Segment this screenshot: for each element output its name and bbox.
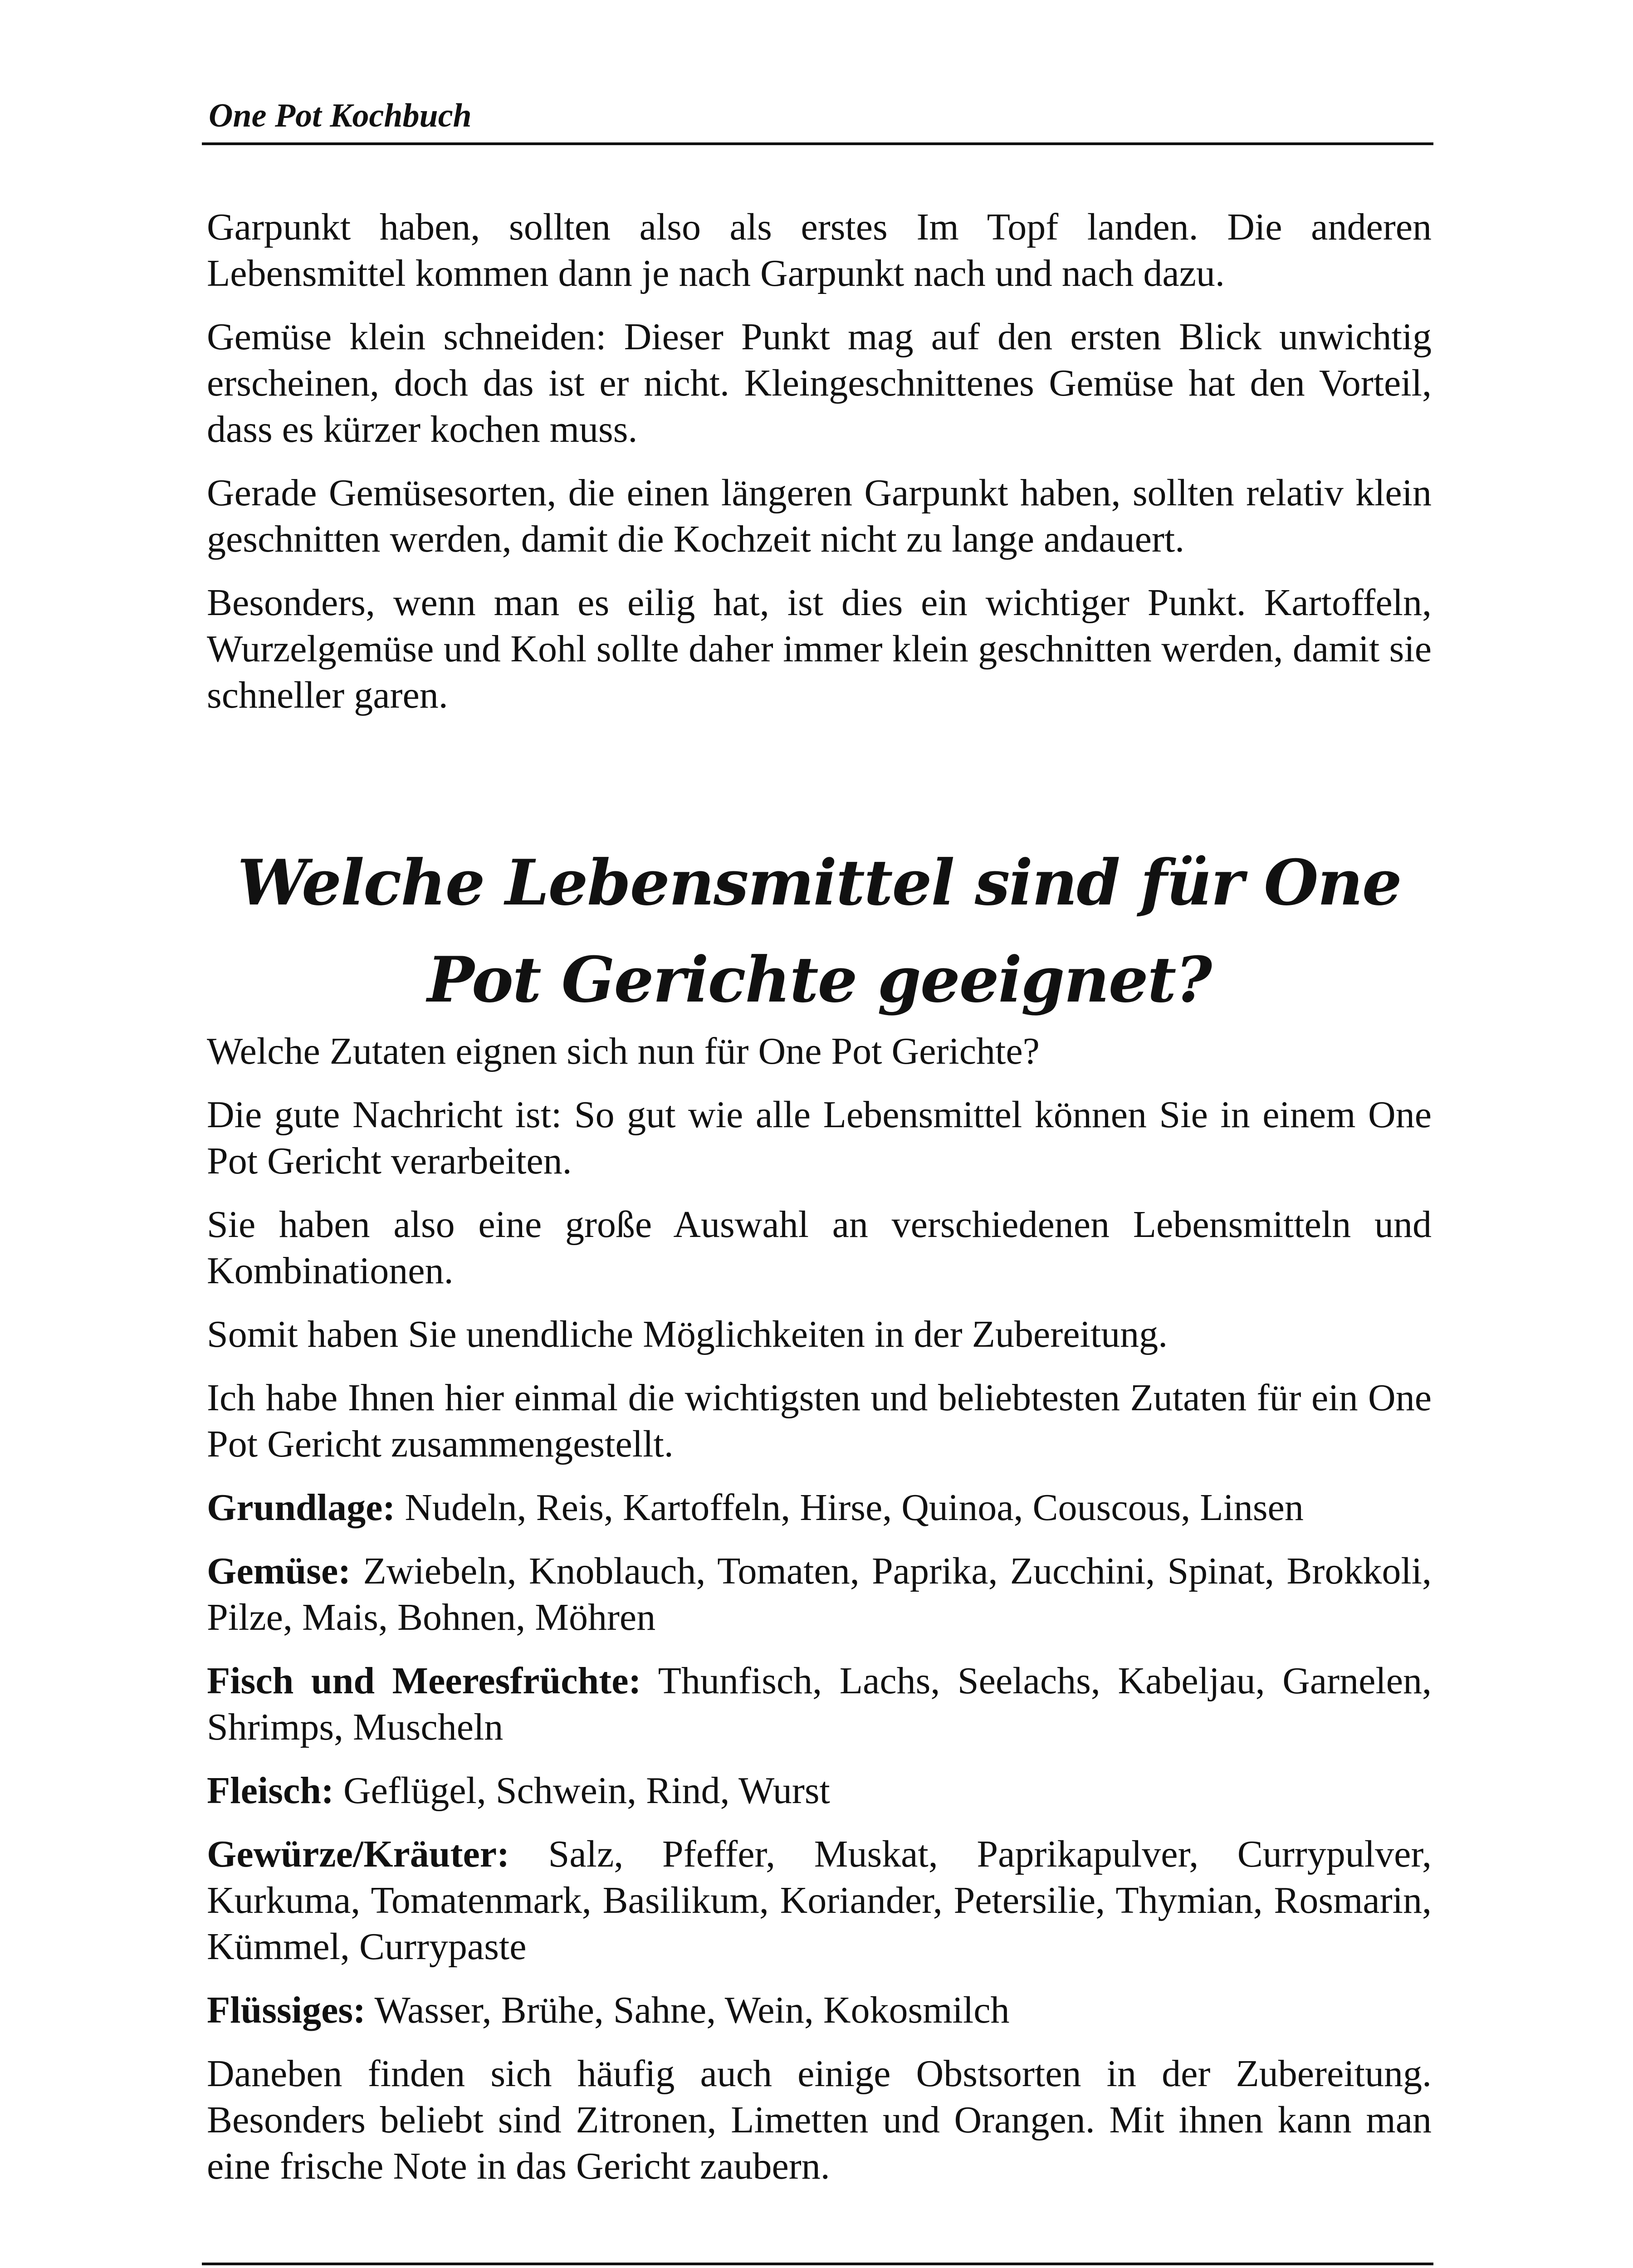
category-label: Grundlage: [207, 1486, 396, 1529]
category-label: Gewürze/Kräuter: [207, 1833, 510, 1875]
ingredient-category [207, 1548, 1432, 1641]
paragraph: Gemüse klein schneiden: Dieser Punkt mag auf den ersten Blick unwichtig erscheinen, doch das ist er nicht. Kleingeschnittenes Gemüse hat den Vorteil, dass es kürzer kochen muss. [207, 316, 1432, 450]
category-items: Geflügel, Schwein, Rind, Wurst [343, 1769, 830, 1812]
section-heading: Welche Lebensmittel sind für One Pot Gerichte geeignet? [237, 846, 1401, 1017]
ingredient-category [207, 1831, 1432, 1970]
book-title: One Pot Kochbuch [209, 97, 472, 134]
header-divider [202, 142, 1433, 145]
category-items: Nudeln, Reis, Kartoffeln, Hirse, Quinoa, Couscous, Linsen [405, 1486, 1304, 1529]
page-body [207, 204, 1432, 2190]
category-label: Flüssiges: [207, 1989, 366, 2031]
paragraph: Die gute Nachricht ist: So gut wie alle Lebensmittel können Sie in einem One Pot Gericht verarbeiten. [207, 1094, 1432, 1182]
category-items: Wasser, Brühe, Sahne, Wein, Kokosmilch [374, 1989, 1010, 2031]
category-items: Zwiebeln, Knoblauch, Tomaten, Paprika, Zucchini, Spinat, Brokkoli, Pilze, Mais, Bohnen, Möhren [207, 1550, 1432, 1638]
paragraph: Garpunkt haben, sollten also als erstes Im Topf landen. Die anderen Lebensmittel kommen dann je nach Garpunkt nach und nach dazu. [207, 206, 1432, 294]
category-label: Fleisch: [207, 1769, 334, 1812]
ingredient-category [207, 1987, 1432, 2033]
paragraph: Ich habe Ihnen hier einmal die wichtigsten und beliebtesten Zutaten für ein One Pot Gericht zusammengestellt. [207, 1377, 1432, 1465]
paragraph: Welche Zutaten eignen sich nun für One Pot Gerichte? [207, 1030, 1040, 1072]
ingredient-category [207, 1768, 1432, 1814]
footer-divider [202, 2263, 1433, 2265]
paragraph: Sie haben also eine große Auswahl an verschiedenen Lebensmitteln und Kombinationen. [207, 1203, 1432, 1292]
category-items: Thunfisch, Lachs, Seelachs, Kabeljau, Garnelen, Shrimps, Muscheln [207, 1660, 1432, 1748]
paragraph: Daneben finden sich häufig auch einige Obstsorten in der Zubereitung. Besonders beliebt sind Zitronen, Limetten und Orangen. Mit ihnen kann man eine frische Note in das Gericht zaubern. [207, 2053, 1432, 2187]
category-items: Salz, Pfeffer, Muskat, Paprikapulver, Currypulver, Kurkuma, Tomatenmark, Basilikum, Koriander, Petersilie, Thymian, Rosmarin, Kümmel, Currypaste [207, 1833, 1432, 1968]
page-header [202, 95, 1433, 145]
paragraph: Besonders, wenn man es eilig hat, ist dies ein wichtiger Punkt. Kartoffeln, Wurzelgemüse und Kohl sollte daher immer klein geschnitten werden, damit sie schneller garen. [207, 582, 1432, 716]
category-label: Fisch und Meeresfrüchte: [207, 1660, 641, 1702]
paragraph: Somit haben Sie unendliche Möglichkeiten in der Zubereitung. [207, 1313, 1168, 1355]
category-label: Gemüse: [207, 1550, 351, 1592]
paragraph: Gerade Gemüsesorten, die einen längeren Garpunkt haben, sollten relativ klein geschnitten werden, damit die Kochzeit nicht zu lange andauert. [207, 472, 1432, 560]
ingredient-category [207, 1658, 1432, 1750]
ingredient-category [207, 1485, 1432, 1531]
